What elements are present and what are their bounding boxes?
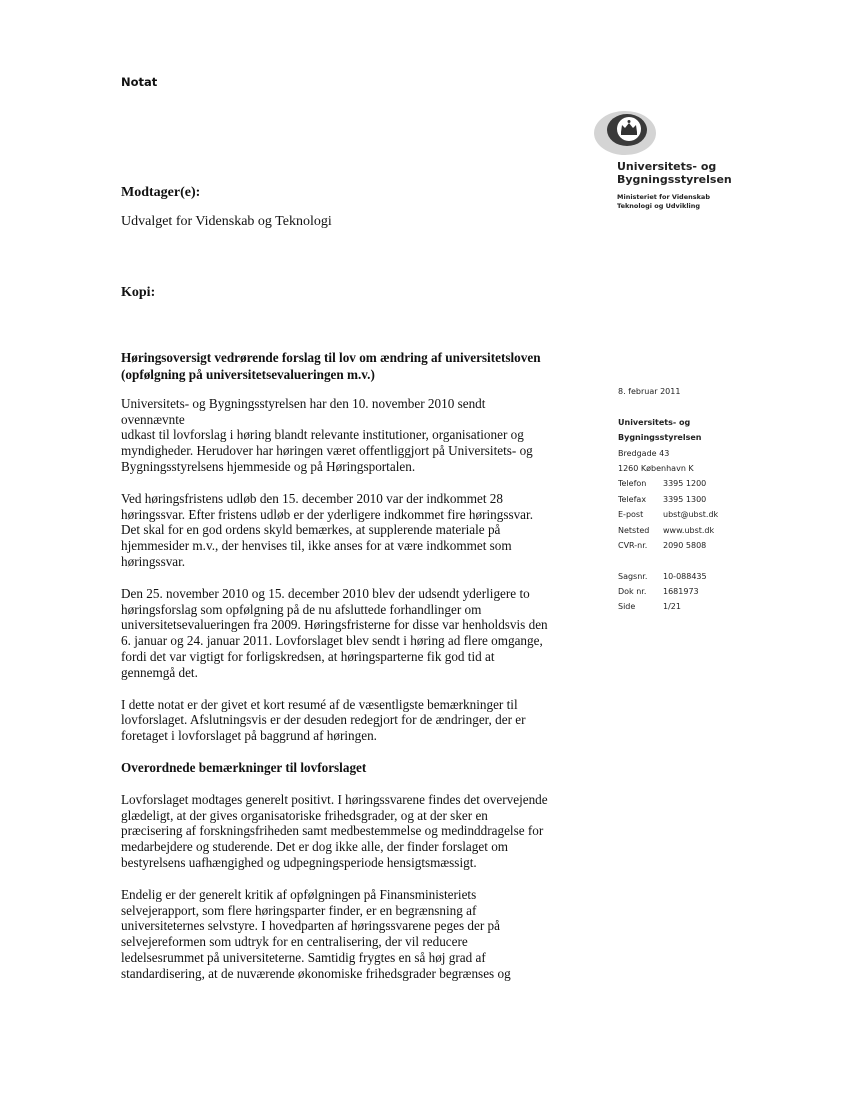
paragraph-line: høringsforslag som opfølgning på de nu afsluttede forhandlinger om: [121, 601, 482, 617]
document-title: [121, 350, 591, 383]
title-line-2: (opfølgning på universitetsevalueringen m.v.): [121, 366, 375, 382]
contact-row-key: E-post: [618, 510, 644, 520]
title-line-1: Høringsoversigt vedrørende forslag til lov om ændring af universitetsloven: [121, 350, 541, 365]
crown-seal-icon: [593, 108, 663, 158]
intro-paragraphs: [121, 396, 591, 744]
paragraph-line: Universitets- og Bygningsstyrelsen har den 10. november 2010 sendt: [121, 396, 486, 411]
paragraph-line: Den 25. november 2010 og 15. december 2010 blev der udsendt yderligere to: [121, 586, 530, 602]
contact-row-value: ubst@ubst.dk: [663, 510, 719, 520]
document-date: 8. februar 2011: [618, 387, 681, 396]
agency-name: [617, 160, 732, 186]
paragraph: [121, 396, 591, 475]
contact-row: [618, 476, 718, 491]
paragraph-line: ovennævnte: [121, 411, 185, 427]
contact-list: [618, 476, 718, 553]
copy-label: Kopi:: [121, 285, 156, 300]
general-remarks-paragraphs: [121, 792, 591, 981]
reference-list: [618, 569, 718, 615]
sender-info-panel: [618, 384, 718, 615]
sender-org-line-2: Bygningsstyrelsen: [618, 433, 702, 443]
paragraph-line: Lovforslaget modtages generelt positivt. I høringssvarene findes det overvejende: [121, 792, 548, 808]
paragraph-line: Ved høringsfristens udløb den 15. december 2010 var der indkommet 28: [121, 491, 503, 507]
sender-street: Bredgade 43: [618, 448, 670, 458]
paragraph-line: hjemmesider m.v., der henvises til, ikke anses for at være indkommet som: [121, 538, 512, 554]
reference-row: [618, 569, 718, 584]
contact-row-value: www.ubst.dk: [663, 525, 715, 535]
paragraph-line: Det skal for en god ordens skyld bemærkes, at supplerende materiale på: [121, 522, 501, 538]
contact-row: [618, 538, 718, 553]
reference-row-key: Dok nr.: [618, 587, 647, 597]
contact-row-value: 2090 5808: [663, 540, 707, 550]
paragraph-line: gennemgå det.: [121, 664, 198, 680]
ministry-line-2: Teknologi og Udvikling: [617, 201, 701, 210]
paragraph-line: bestyrelsens uafhængighed og udpegningsperiode hensigtsmæssigt.: [121, 854, 477, 870]
paragraph: [121, 792, 591, 871]
reference-row-value: 1681973: [663, 587, 699, 597]
paragraph-line: 6. januar og 24. januar 2011. Lovforslaget blev sendt i høring ad flere omgange,: [121, 633, 543, 649]
paragraph-line: foretaget i lovforslaget på baggrund af høringen.: [121, 728, 377, 744]
paragraph: [121, 586, 591, 680]
paragraph-line: høringssvar.: [121, 553, 186, 569]
paragraph-line: medarbejdere og studerende. Det er dog ikke alle, der finder forslaget om: [121, 839, 509, 855]
sender-org-line-1: Universitets- og: [618, 417, 691, 427]
paragraph-line: universiteternes selvstyre. I hovedparten af høringssvarene peges der på: [121, 918, 500, 934]
paragraph-line: selvejereformen som udtryk for en centralisering, der vil reducere: [121, 934, 468, 950]
paragraph-line: udkast til lovforslag i høring blandt relevante institutioner, organisationer og: [121, 427, 524, 443]
contact-row: [618, 523, 718, 538]
contact-row-key: Netsted: [618, 525, 650, 535]
document-type: Notat: [121, 75, 158, 89]
contact-row: [618, 492, 718, 507]
ministry-name: [617, 193, 710, 210]
agency-line-2: Bygningsstyrelsen: [617, 173, 732, 186]
paragraph-line: Endelig er der generelt kritik af opfølgningen på Finansministeriets: [121, 887, 477, 903]
ministry-line-1: Ministeriet for Videnskab: [617, 193, 710, 201]
paragraph-line: glædeligt, at der gives organisatoriske frihedsgrader, og at der sker en: [121, 807, 488, 823]
paragraph: [121, 887, 591, 981]
paragraph-line: universitetsevalueringen fra 2009. Høringsfristerne for disse var henholdsvis den: [121, 617, 548, 633]
paragraph-line: standardisering, at de nuværende økonomiske frihedsgrader begrænses og: [121, 965, 511, 981]
contact-row-key: CVR-nr.: [618, 540, 648, 550]
reference-row-key: Side: [618, 602, 636, 612]
recipient-value: Udvalget for Videnskab og Teknologi: [121, 214, 332, 229]
document-body: [121, 396, 591, 998]
contact-row-value: 3395 1300: [663, 494, 707, 504]
section-heading: Overordnede bemærkninger til lovforslaget: [121, 760, 367, 776]
reference-row: [618, 584, 718, 599]
paragraph-line: præcisering af forskningsfriheden samt medbestemmelse og medinddragelse for: [121, 823, 544, 839]
contact-row-key: Telefon: [618, 479, 647, 489]
sender-city: 1260 København K: [618, 463, 694, 473]
reference-row-key: Sagsnr.: [618, 571, 648, 581]
paragraph-line: Bygningsstyrelsens hjemmeside og på Høringsportalen.: [121, 458, 416, 474]
paragraph-line: lovforslaget. Afslutningsvis er der desuden redegjort for de ændringer, der er: [121, 712, 526, 728]
paragraph-line: selvejerapport, som flere høringsparter finder, er en begrænsning af: [121, 902, 477, 918]
paragraph-line: fordi det var vigtigt for forligskredsen, at høringsparterne fik god tid at: [121, 648, 495, 664]
paragraph-line: høringssvar. Efter fristens udløb er der yderligere indkommet fire høringssvar.: [121, 506, 533, 522]
recipient-label: Modtager(e):: [121, 185, 201, 200]
reference-row-value: 10-088435: [663, 571, 707, 581]
reference-row: [618, 599, 718, 614]
contact-row-key: Telefax: [618, 494, 647, 504]
paragraph: [121, 697, 591, 744]
contact-row: [618, 507, 718, 522]
paragraph-line: myndigheder. Herudover har høringen været offentliggjort på Universitets- og: [121, 443, 533, 459]
paragraph: [121, 491, 591, 570]
reference-row-value: 1/21: [663, 602, 681, 612]
contact-row-value: 3395 1200: [663, 479, 707, 489]
paragraph-line: ledelsesrummet på universiteterne. Samtidig frygtes en så høj grad af: [121, 949, 486, 965]
paragraph-line: I dette notat er der givet et kort resumé af de væsentligste bemærkninger til: [121, 696, 518, 712]
agency-line-1: Universitets- og: [617, 160, 717, 173]
